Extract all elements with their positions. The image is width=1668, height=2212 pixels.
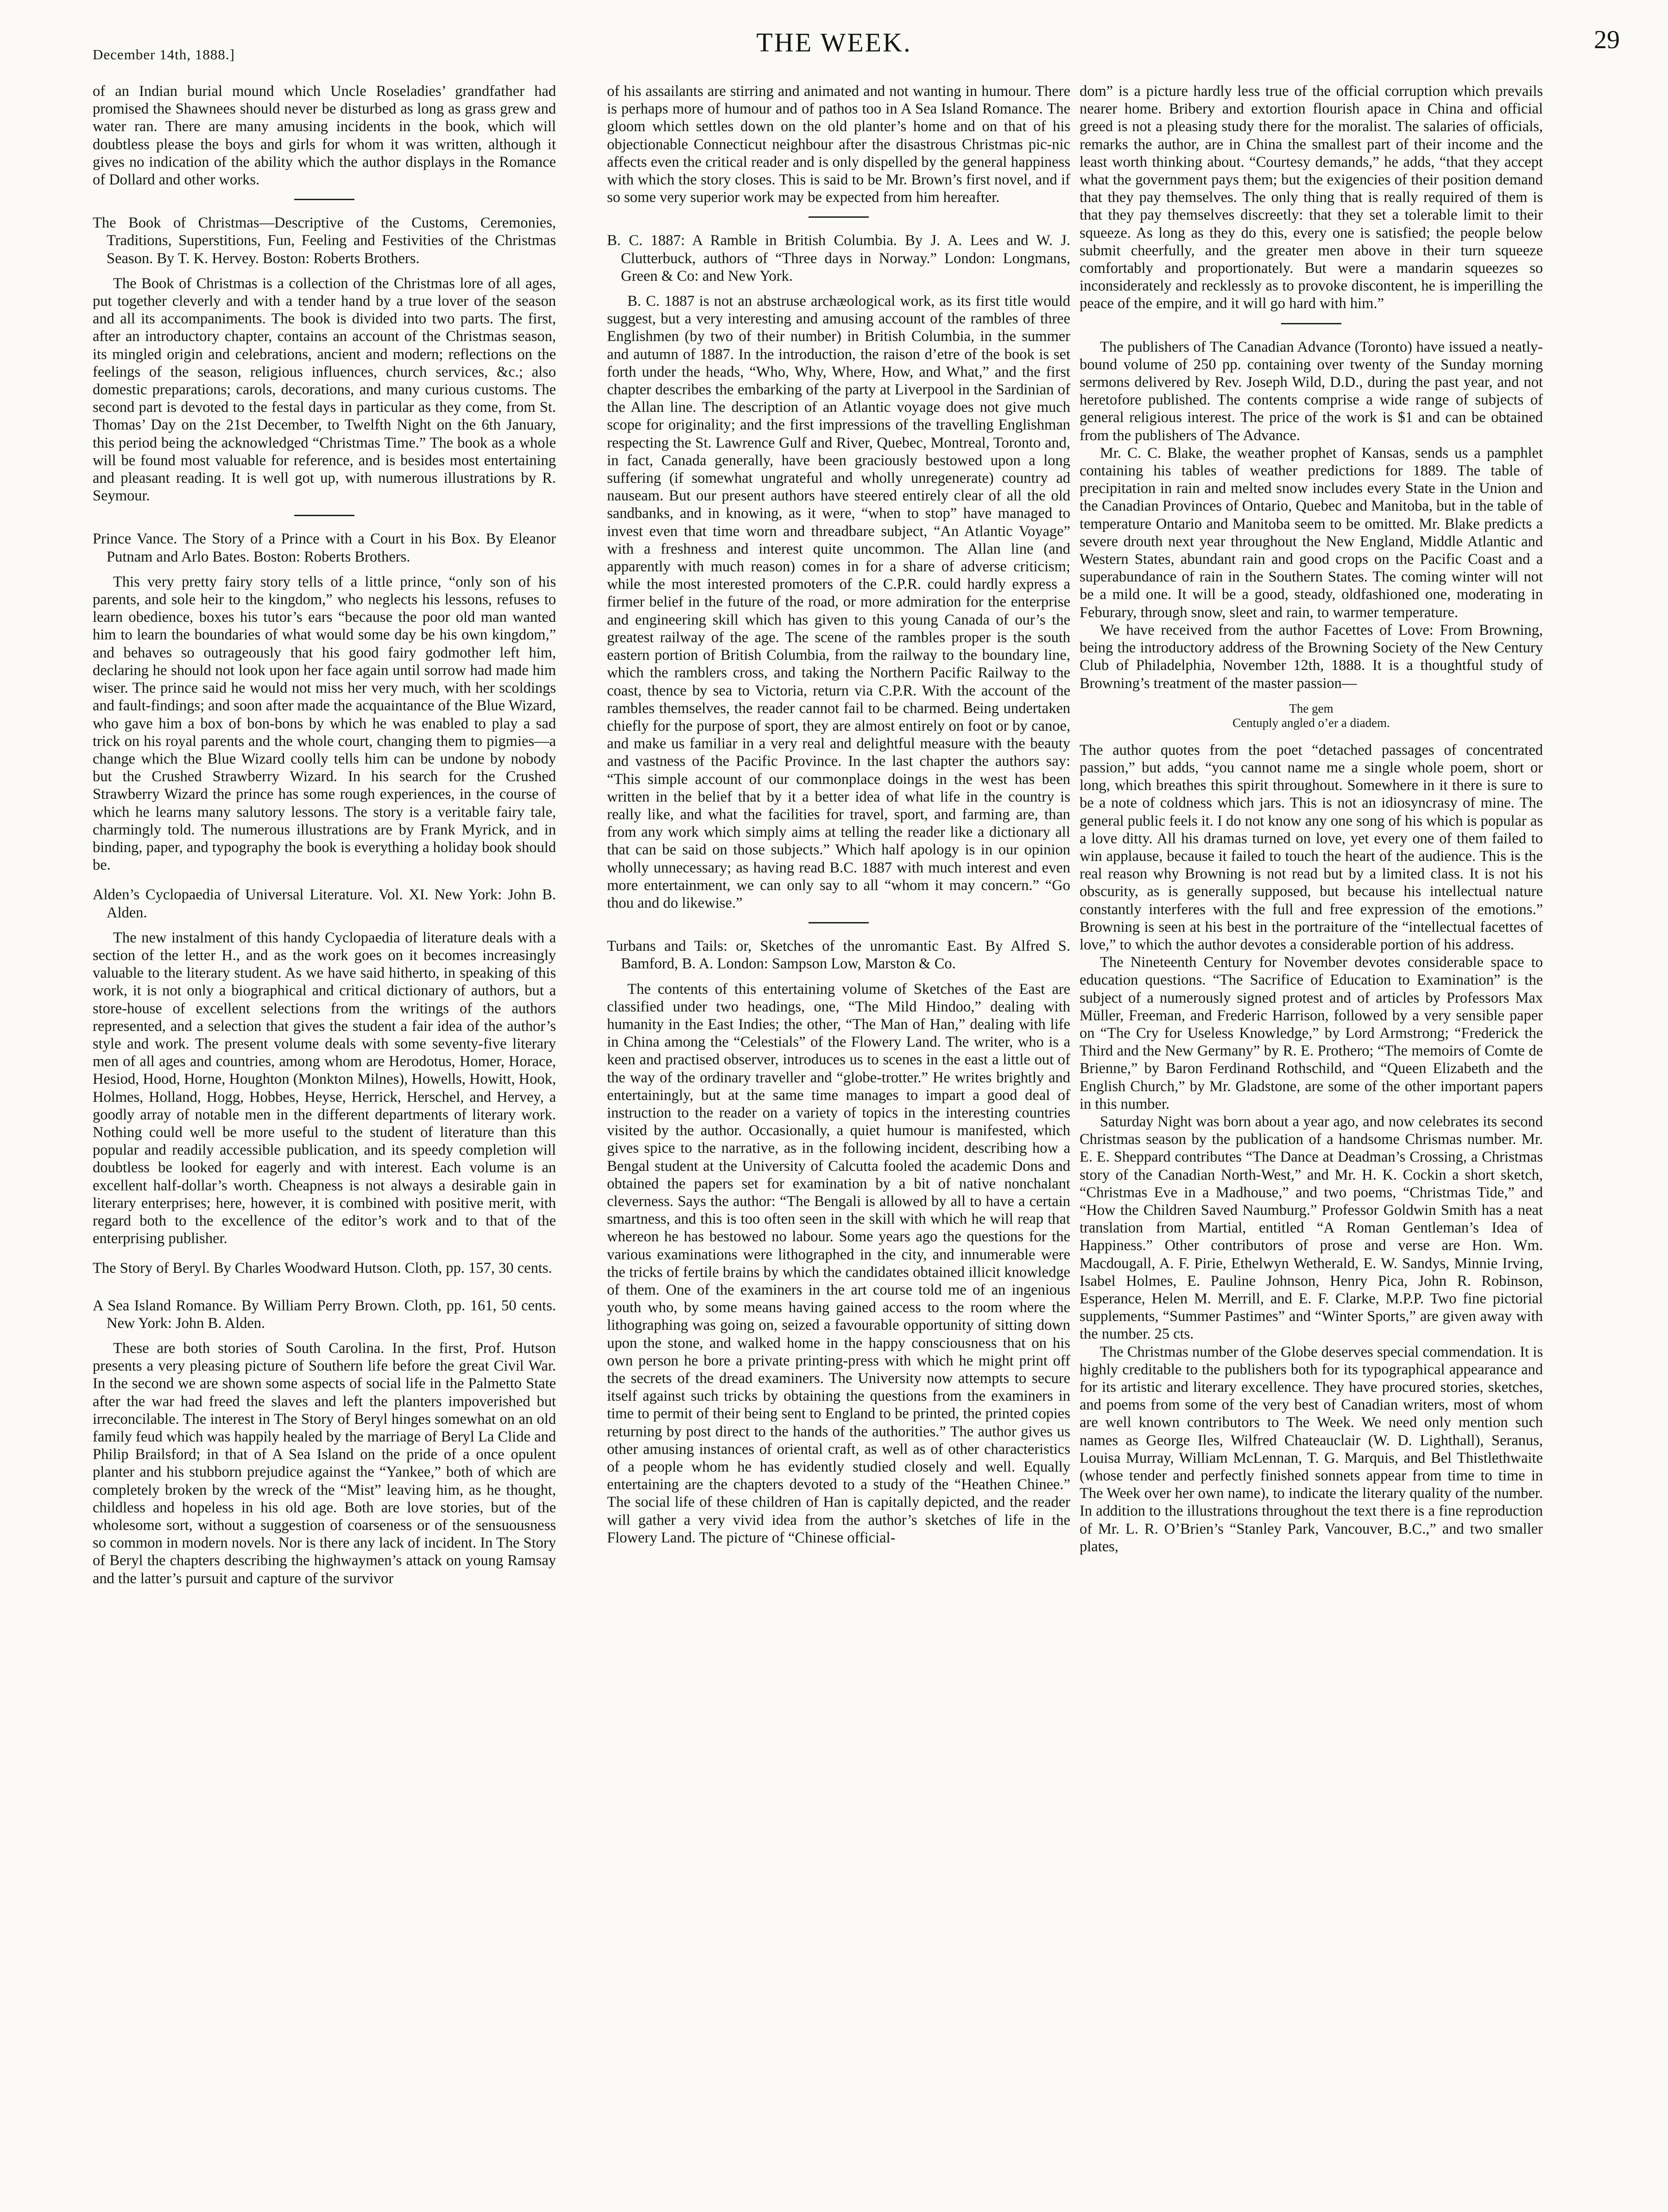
review-heading-book-of-christmas: The Book of Christmas—Descriptive of the Customs, Ceremonies, Traditions, Superstitions, Fun, Feeling and Festivities of the Christmas Season. By T. K. Hervey. Boston: Roberts Brothers. (93, 215, 556, 267)
notice-facettes-continued: The author quotes from the poet “detached passages of concentrated passion,” but adds, “you cannot name me a single whole poem, short or long, which breathes this spirit throughout. Somewhere in it there is sure to be a note of coldness which jars. This is not an idiosyncrasy of mine. The general public feels it. I do not know any one song of his which is popular as a love ditty. All his dramas turned on love, yet every one of them failed to win applause, because it failed to touch the heart of the audience. This is the real reason why Browning is not read but by a limited class. It is not his obscurity, as is generally supposed, but because his intellectual nature constantly interferes with the full and free expression of the emotions.” Browning is seen at his best in the portraiture of the “intellectual facettes of love,” to which the author devotes a considerable portion of his address. (1080, 741, 1543, 953)
review-body-book-of-christmas: The Book of Christmas is a collection of the Christmas lore of all ages, put together cleverly and with a tender hand by a true lover of the season and all its accompaniments. The book is divided into two parts. The first, after an introductory chapter, contains an account of the Christmas season, its mingled origin and celebrations, ancient and modern; reflections on the feelings of the season, religious influences, church services, &c.; also domestic preparations; carols, decorations, and many curious customs. The second part is devoted to the festal days in particular as they come, from St. Thomas’ Day on the 21st December, to Twelfth Night on the 6th January, this period being the acknowledged “Christmas Time.” The book as a whole will be found most valuable for reference, and is besides most entertaining and pleasant reading. It is well got up, with numerous illustrations by R. Seymour. (93, 275, 556, 505)
review-heading-aldens-cyclopaedia: Alden’s Cyclopaedia of Universal Literature. Vol. XI. New York: John B. Alden. (93, 886, 556, 921)
review-heading-sea-island-romance: A Sea Island Romance. By William Perry Brown. Cloth, pp. 161, 50 cents. New York: John B. Alden. (93, 1297, 556, 1332)
column-right (1080, 82, 1543, 2209)
verse-line: Centuply angled o’er a diadem. (1232, 715, 1390, 730)
notice-canadian-advance: The publishers of The Canadian Advance (Toronto) have issued a neatly-bound volume of 250 pp. containing over twenty of the Sunday morning sermons delivered by Rev. Joseph Wild, D.D., during the past year, and not heretofore published. The contents comprise a wide range of subjects of general religious interest. The price of the work is $1 and can be obtained from the publishers of The Advance. (1080, 338, 1543, 444)
review-body-sea-island-romance: These are both stories of South Carolina. In the first, Prof. Hutson presents a very pleasing picture of Southern life before the great Civil War. In the second we are shown some aspects of social life in the Palmetto State after the war had freed the slaves and left the planters impoverished but irreconcilable. The interest in The Story of Beryl hinges somewhat on an old family feud which was happily healed by the marriage of Beryl La Clide and Philip Brailsford; in that of A Sea Island on the pride of a once opulent planter and his stubborn prejudice against the “Yankee,” both of which are completely broken by the wreck of the “Mist” leaving him, as he thought, childless and hopeless in his old age. Both are love stories, but of the wholesome sort, without a suggestion of coarseness or of the sensuousness so common in modern novels. Nor is there any lack of incident. In The Story of Beryl the chapters describing the highwaymen’s attack on young Ramsay and the latter’s pursuit and capture of the survivor (93, 1340, 556, 1587)
publication-title: THE WEEK. (756, 27, 912, 57)
quoted-verse (1080, 702, 1543, 730)
masthead (0, 0, 1668, 88)
continued-review-text: dom” is a picture hardly less true of the official corruption which prevails nearer home. Bribery and extortion flourish apace in China and official greed is not a pleasing study there for the moralist. The salaries of officials, remarks the author, are in China the smallest part of their income and the least worth thinking about. “Courtesy demands,” he adds, “that they accept what the government pays them; but the exigencies of their position demand that they pay themselves. The only thing that is really required of them is that they pay themselves discreetly: that they set a tolerable limit to their squeeze. As long as they do this, every one is satisfied; the people below submit cheerfully, and the greater men above in their turn squeeze comfortably and proportionately. But were a mandarin squeezes so inconsiderately and recklessly as to provoke discontent, he is imperilling the peace of the empire, and it will go hard with him.” (1080, 83, 1543, 312)
notice-saturday-night: Saturday Night was born about a year ago, and now celebrates its second Christmas season by the publication of a handsome Chrismas number. Mr. E. E. Sheppard contributes “The Dance at Deadman’s Crossing, a Christmas story of the Canadian North-West,” and Mr. H. K. Cockin a short sketch, “Christmas Eve in a Madhouse,” and two poems, “Christmas Tide,” and “How the Children Saved Naumburg.” Professor Goldwin Smith has a neat translation from Martial, entitled “A Roman Gentleman’s Idea of Happiness.” Other contributors of prose and verse are Hon. Wm. Macdougall, A. F. Pirie, Ethelwyn Wetherald, E. W. Sandys, Minnie Irving, Isabel Holmes, E. Pauline Johnson, Henry Pica, John R. Robinson, Esperance, Helen M. Merrill, and E. F. Clarke, M.P.P. Two fine pictorial supplements, “Summer Pastimes” and “Winter Sports,” are given away with the number. 25 cts. (1080, 1113, 1543, 1343)
notice-globe-christmas: The Christmas number of the Globe deserves special commendation. It is highly creditable to the publishers both for its typographical appearance and for its artistic and literary excellence. They have procured stories, sketches, and poems from some of the very best of Canadian writers, most of whom are well known contributors to The Week. We need only mention such names as George Iles, Wilfred Chateauclair (W. D. Lighthall), Seranus, Louisa Murray, William McLennan, T. G. Marquis, and Bel Thistlethwaite (whose tender and perfectly finished sonnets appear from time to time in The Week over her own name), to indicate the literary quality of the number. In addition to the illustrations throughout the text there is a fine reproduction of Mr. L. R. O’Brien’s “Stanley Park, Vancouver, B.C.,” and two smaller plates, (1080, 1343, 1543, 1555)
review-body-turbans-and-tails: The contents of this entertaining volume of Sketches of the East are classified under two headings, one, “The Mild Hindoo,” dealing with humanity in the East Indies; the other, “The Man of Han,” dealing with life in China among the “Celestials” of the Flowery Land. The writer, who is a keen and practised observer, introduces us to scenes in the east a little out of the way of the ordinary traveller and “globe-trotter.” He writes brightly and entertainingly, but at the same time manages to impart a good deal of instruction to the reader on a variety of topics in the interesting countries visited by the author. Occasionally, a quiet humour is manifested, which gives spice to the narrative, as in the following incident, describing how a Bengal student at the University of Calcutta fooled the academic Dons and obtained the papers set for examination by a bit of native nonchalant cleverness. Says the author: “The Bengali is allowed by all to have a certain smartness, and this is too often seen in the skill with which he will reap that whereon he has bestowed no labour. Some years ago the questions for the various examinations were lithographed in the city, and innumerable were the tricks of fertile brains by which the candidates obtained illicit knowledge of them. One of the examiners in the art course told me of an ingenious youth who, by some means having gained access to the room where the lithographing was going on, seized a favourable opportunity of sitting down upon the stone, and walked home in the happy consciousness that on his own person he bore a private printing-press with which he might print off the secrets of the dread examiners. The University now attempts to secure itself against such tricks by obtaining the questions from the examiners in time to permit of their being sent to England to be printed, the printed copies returning by post direct to the hands of the authorities.” The author gives us other amusing instances of oriental craft, as well as of other characteristics of a people whom he has evidently studied closely and well. Equally entertaining are the chapters devoted to a study of the “Heathen Chinee.” The social life of these children of Han is capitally depicted, and the reader will gather a very vivid idea from the author’s sketches of life in the Flowery Land. The picture of “Chinese official- (607, 980, 1070, 1546)
section-divider (1281, 323, 1341, 324)
continued-review-text: of his assailants are stirring and animated and not wanting in humour. There is perhaps more of humour and of pathos too in A Sea Island Romance. The gloom which settles down on the old planter’s home and on that of his objectionable Connecticut neighbour after the disastrous Christmas pic-nic affects even the critical reader and is only dispelled by the general happiness with which the story closes. This is said to be Mr. Brown’s first novel, and if so some very superior work may be expected from him hereafter. (607, 83, 1070, 206)
section-divider (294, 199, 354, 200)
review-heading-turbans-and-tails: Turbans and Tails: or, Sketches of the unromantic East. By Alfred S. Bamford, B. A. London: Sampson Low, Marston & Co. (607, 938, 1070, 973)
review-body-aldens-cyclopaedia: The new instalment of this handy Cyclopaedia of literature deals with a section of the letter H., and as the work goes on it becomes increasingly valuable to the literary student. As we have said hitherto, in speaking of this work, it is not only a biographical and critical dictionary of authors, but a store-house of excellent selections from the writings of the authors represented, and a selection that gives the student a fair idea of the author’s style and work. The present volume deals with some seventy-five literary men of all ages and countries, among whom are Herodotus, Homer, Horace, Hesiod, Hood, Horne, Houghton (Monkton Milnes), Howells, Howitt, Hook, Holmes, Holland, Hogg, Hobbes, Heyse, Herrick, Herschel, and Hervey, a goodly array of notable men in the different departments of literary work. Nothing could well be more useful to the student of literature than this popular and readily accessible publication, and its speedy completion will doubtless be looked for eagerly and with interest. Each volume is an excellent half-dollar’s worth. Cheapness is not always a desirable gain in literary enterprises; here, however, it is combined with positive merit, with regard both to the excellence of the editor’s work and to that of the enterprising publisher. (93, 929, 556, 1247)
review-body-bc-1887: B. C. 1887 is not an abstruse archæological work, as its first title would suggest, but a very interesting and amusing account of the rambles of three Englishmen (by two of their number) in British Columbia, in the summer and autumn of 1887. In the introduction, the raison d’etre of the book is set forth under the heads, “Who, Why, Where, How, and What,” and the first chapter describes the embarking of the party at Liverpool in the Sardinian of the Allan line. The description of an Atlantic voyage does not give much scope for originality; and the first impressions of the travelling Englishman respecting the St. Lawrence Gulf and River, Quebec, Montreal, Toronto and, in fact, Canada generally, have been graciously bestowed upon a long suffering (if somewhat ungrateful and wholly unregenerate) country ad nauseam. But our present authors have steered entirely clear of all the old sandbanks, and in knowing, as it were, “when to stop” have managed to invest even that time worn and threadbare subject, “An Atlantic Voyage” with a freshness and interest quite uncommon. The Allan line (and apparently with much reason) comes in for a share of adverse criticism; while the most interested promoters of the C.P.R. could hardly express a firmer belief in the future of the road, or more admiration for the enterprise and engineering skill which has given to this young Canada of our’s the greatest railway of the age. The scene of the rambles proper is the south eastern portion of British Columbia, from the railway to the boundary line, which the ramblers cross, and taking the Northern Pacific Railway to the coast, thence by sea to Victoria, return via C.P.R. With the account of the rambles themselves, the reader cannot fail to be charmed. Being undertaken chiefly for the purpose of sport, they are almost entirely on foot or by canoe, and make us familiar in a very real and delightful measure with the beauty and vastness of the Pacific Province. In the last chapter the authors say: “This simple account of our commonplace doings in the west has been written in the belief that by it a better idea of what life in the country is really like, and what the facilities for travel, sport, and farming are, than from any work which simply aims at telling the reader like a dictionary all that can be said on those subjects.” Which half apology is in our opinion wholly unnecessary; as having read B.C. 1887 with much interest and even more entertainment, we can only say to all “whom it may concern.” “Go thou and do likewise.” (607, 293, 1070, 911)
review-heading-prince-vance: Prince Vance. The Story of a Prince with a Court in his Box. By Eleanor Putnam and Arlo Bates. Boston: Roberts Brothers. (93, 531, 556, 565)
column-left (93, 82, 556, 2209)
issue-date: December 14th, 1888.] (93, 46, 235, 63)
column-middle (607, 82, 1070, 2209)
section-divider (809, 922, 869, 923)
review-heading-story-of-beryl: The Story of Beryl. By Charles Woodward Hutson. Cloth, pp. 157, 30 cents. (93, 1260, 552, 1277)
review-body-prince-vance: This very pretty fairy story tells of a little prince, “only son of his parents, and sole heir to the kingdom,” who neglects his lessons, refuses to learn obedience, boxes his tutor’s ears “because the poor old man wanted him to learn the boundaries of what would some day be his own kingdom,” and behaves so outrageously that his good fairy godmother left him, declaring he should not look upon her face again until sorrow had made him wiser. The prince said he would not miss her very much, with her scoldings and fault-findings; and soon after made the acquaintance of the Blue Wizard, who gave him a box of bon-bons by which he was enabled to play a sad trick on his royal parents and the whole court, changing them to pigmies—a change which the Blue Wizard coolly tells him can be undone by nobody but the Crushed Strawberry Wizard. In his search for the Crushed Strawberry Wizard the prince has some rough experiences, in the course of which he learns many salutory lessons. The story is a veritable fairy tale, charmingly told. The numerous illustrations are by Frank Myrick, and in binding, paper, and typography the book is everything a holiday book should be. (93, 573, 556, 874)
section-divider (809, 216, 869, 218)
notice-blake-weather: Mr. C. C. Blake, the weather prophet of Kansas, sends us a pamphlet containing his tables of weather predictions for 1889. The table of precipitation in rain and melted snow includes every State in the Union and the Canadian Provinces of Ontario, Quebec and Manitoba, but in the table of temperature Ontario and Manitoba seem to be omitted. Mr. Blake predicts a severe drouth next year throughout the New England, Middle Atlantic and Western States, abundant rain and good crops on the Pacific Coast and a superabundance of rain in the Southern States. The coming winter will not be a mild one. It will be a good, steady, oldfashioned one, moderating in Feburary, through snow, sleet and rain, to warmer temperature. (1080, 444, 1543, 621)
continued-review-text: of an Indian burial mound which Uncle Roseladies’ grandfather had promised the Shawnees should never be disturbed as long as grass grew and water ran. There are many amusing incidents in the book, which will doubtless please the boys and girls for whom it was written, although it gives no indication of the ability which the author displays in the Romance of Dollard and other works. (93, 83, 556, 189)
section-divider (294, 515, 354, 516)
page-number: 29 (1594, 25, 1620, 54)
review-heading-bc-1887: B. C. 1887: A Ramble in British Columbia. By J. A. Lees and W. J. Clutterbuck, authors of “Three days in Norway.” London: Longmans, Green & Co: and New York. (607, 232, 1070, 284)
notice-nineteenth-century: The Nineteenth Century for November devotes considerable space to education questions. “The Sacrifice of Education to Examination” is the subject of a numerously signed protest and of articles by Professors Max Müller, Freeman, and Frederic Harrison, followed by a very sensible paper on “The Cry for Useless Knowledge,” by Lord Armstrong; “Frederick the Third and the New Germany” by R. E. Prothero; “The memoirs of Comte de Brienne,” by Baron Ferdinand Rothschild, and “Queen Elizabeth and the English Church,” by Mr. Gladstone, are some of the other important papers in this number. (1080, 954, 1543, 1112)
notice-facettes-of-love: We have received from the author Facettes of Love: From Browning, being the introductory address of the Browning Society of the New Century Club of Philadelphia, November 12th, 1888. It is a thoughtful study of Browning’s treatment of the master passion— (1080, 621, 1543, 692)
verse-line: The gem (1289, 701, 1333, 715)
